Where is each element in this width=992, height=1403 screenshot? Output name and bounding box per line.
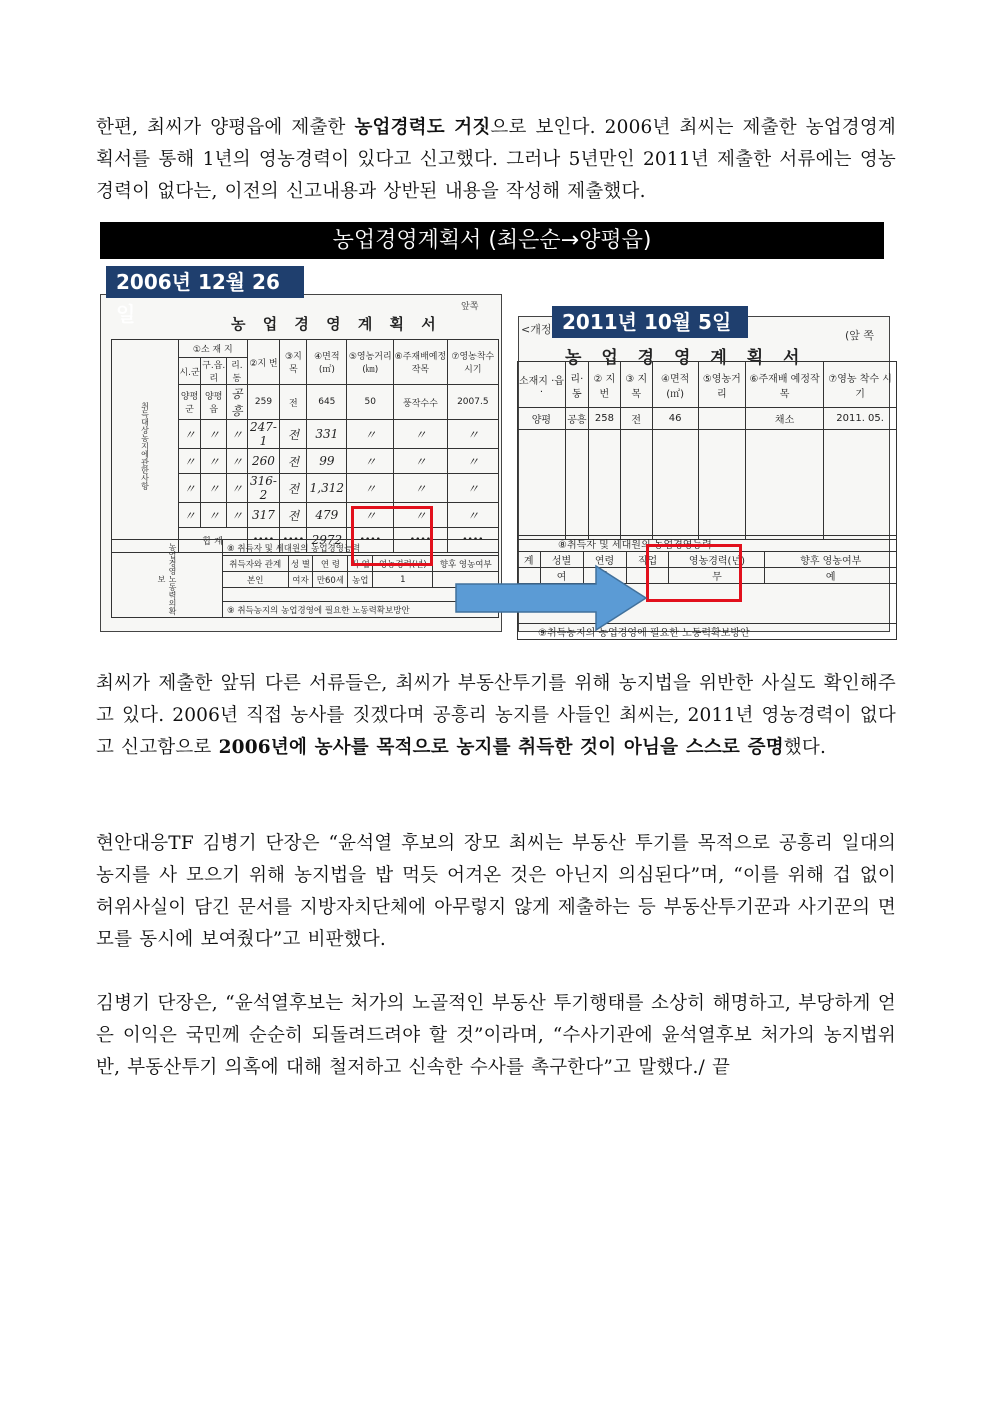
cell: 1,312 — [307, 474, 347, 503]
cell — [698, 430, 745, 540]
cell: 〃 — [394, 474, 447, 503]
experience-value: 무 — [669, 568, 765, 584]
header-cell: ⑥주재배 예정작목 — [745, 362, 823, 408]
cell: 본인 — [223, 572, 289, 588]
subheader-town: 구.읍.리 — [201, 358, 227, 385]
labor-header: 향후 영농여부 — [765, 552, 897, 568]
cell: 〃 — [227, 449, 247, 474]
cell: 〃 — [179, 503, 201, 528]
cell: 645 — [307, 385, 347, 420]
header-crop: ⑥주재배예정작목 — [394, 340, 447, 385]
paragraph-3: 현안대응TF 김병기 단장은 “윤석열 후보의 장모 최씨는 부동산 투기를 목적으로 공흥리 일대의 농지를 사 모으기 위해 농지법을 밥 먹듯 어겨온 것은 아닌지 의심된다”며, “이를 위해 겁 없이 허위사실이 담긴 문서를 지방자치단체에 아무렇지 않게 제출하는 등 부동산투기꾼과 사기꾼의 면모를 동시에 보여줬다”고 비판했다. — [96, 833, 896, 950]
labor-header: 성 별 — [288, 556, 313, 572]
cell: 50 — [347, 385, 394, 420]
header-location: ①소 재 지 — [179, 340, 248, 358]
cell: 전 — [280, 420, 307, 449]
paragraph-4: 김병기 단장은, “윤석열후보는 처가의 노골적인 부동산 투기행태를 소상히 해명하고, 부당하게 얻은 이익은 국민께 순순히 되돌려드려야 할 것”이라며, “수사기관에 윤석열후보 처가의 농지법위반, 부동산투기 의혹에 대해 철저하고 신속한 수사를 촉구한다”고 말했다./ 끝 — [96, 993, 896, 1078]
cell: 〃 — [347, 449, 394, 474]
header-cell: ② 지번 — [588, 362, 620, 408]
form-title: 농 업 경 영 계 획 서 — [231, 315, 442, 333]
cell: 247-1 — [247, 420, 280, 449]
paragraph-1-bold: 농업경력도 거짓 — [354, 117, 491, 138]
form-title: 농 업 경 영 계 획 서 — [565, 348, 807, 368]
cell: 〃 — [201, 449, 227, 474]
cell: 〃 — [201, 474, 227, 503]
paragraph-1-text-c: 으로 보인다. 2006년 최씨는 제출한 농업경영계획서를 통해 1년의 영농경력이 있다고 신고했다. 그러나 5년만인 2011년 제출한 서류에는 영농경력이 없다는, 이전의 신고내용과 상반된 내용을 작성해 제출했다. — [96, 117, 897, 202]
header-cell: 소재지 ·읍· — [518, 362, 566, 408]
labor-header: 직업 — [626, 552, 669, 568]
cell: 〃 — [447, 474, 498, 503]
cell — [620, 430, 652, 540]
cell: •••• — [347, 528, 394, 553]
labor-header: 취득자와 관계 — [223, 556, 289, 572]
labor-header-experience: 영농경력(년) — [373, 556, 433, 572]
cell: 예 — [765, 568, 897, 584]
labor-header: 연 령 — [313, 556, 348, 572]
paragraph-1 — [96, 112, 896, 208]
cell: 〃 — [347, 503, 394, 528]
cell: 〃 — [447, 449, 498, 474]
cell: 〃 — [179, 449, 201, 474]
header-area: ④면적(㎡) — [307, 340, 347, 385]
cell — [652, 430, 698, 540]
cell: 258 — [588, 408, 620, 430]
paragraph-2-text-c: 했다. — [783, 737, 827, 758]
cell: 공흥 — [227, 385, 247, 420]
total-label: 합 계 — [179, 528, 248, 553]
cell: 259 — [247, 385, 280, 420]
cell: 전 — [280, 503, 307, 528]
cell: 전 — [280, 474, 307, 503]
cell — [698, 408, 745, 430]
labor-table — [111, 539, 499, 618]
header-distance: ⑤영농거리(㎞) — [347, 340, 394, 385]
header-cell: ⑤영농거리 — [698, 362, 745, 408]
cell: 풍작수수 — [394, 385, 447, 420]
corner-label: (앞 쪽 — [845, 329, 875, 342]
cell: 〃 — [347, 420, 394, 449]
cell: •••• — [447, 528, 498, 553]
side-label-2: 농업경영노동력의확보 — [112, 540, 223, 618]
cell: 46 — [652, 408, 698, 430]
right-arrow-icon — [456, 566, 646, 630]
highlight-box-2006 — [351, 506, 433, 566]
cell: 〃 — [227, 503, 247, 528]
cell: 〃 — [394, 420, 447, 449]
header-cell: ③ 지목 — [620, 362, 652, 408]
cell: 양평읍 — [201, 385, 227, 420]
prefix-label: <개정 — [521, 323, 552, 336]
labor-header: 성별 — [540, 552, 583, 568]
cell: 〃 — [394, 449, 447, 474]
labor-header: 직 업 — [348, 556, 373, 572]
cell: 채소 — [745, 408, 823, 430]
section-8: ⑧ 취득자 및 세대원의 농업경영능력 — [223, 540, 499, 556]
paragraph-1-text-a: 한편, 최씨가 양평읍에 제출한 — [96, 117, 355, 138]
header-cell: 리·동 — [565, 362, 588, 408]
header-cell: ⑦영농 착수 시기 — [824, 362, 897, 408]
cell: •••• — [280, 528, 307, 553]
corner-label: 앞쪽 — [461, 302, 479, 312]
paragraph-2-bold: 2006년에 농사를 목적으로 농지를 취득한 것이 아님을 스스로 증명 — [218, 737, 784, 758]
cell: 공흥 — [565, 408, 588, 430]
labor-header: 계 — [518, 552, 541, 568]
header-start: ⑦영농착수시기 — [447, 340, 498, 385]
farmland-table — [517, 361, 897, 540]
cell: 여자 — [288, 572, 313, 588]
cell: •••• — [394, 528, 447, 553]
header-cell: ④면적(㎡) — [652, 362, 698, 408]
cell — [824, 430, 897, 540]
cell: 2007.5 — [447, 385, 498, 420]
cell: 여 — [540, 568, 583, 584]
header-lot: ②지 번 — [247, 340, 280, 385]
date-label-2011: 2011년 10월 5일 — [552, 306, 748, 338]
cell: 〃 — [179, 420, 201, 449]
labor-header-experience: 영농경력(년) — [669, 552, 765, 568]
cell: 양평군 — [179, 385, 201, 420]
cell — [745, 430, 823, 540]
cell: 농업 — [348, 572, 373, 588]
cell: 317 — [247, 503, 280, 528]
table-row — [518, 408, 897, 430]
cell — [588, 430, 620, 540]
cell — [518, 430, 566, 540]
cell: 331 — [307, 420, 347, 449]
farmland-table — [111, 339, 499, 553]
cell: 316-2 — [247, 474, 280, 503]
cell: 〃 — [347, 474, 394, 503]
cell: 〃 — [201, 420, 227, 449]
date-label-2006: 2006년 12월 26일 — [106, 266, 304, 298]
cell: 전 — [280, 385, 307, 420]
cell: 전 — [280, 449, 307, 474]
cell: 2972 — [307, 528, 347, 553]
cell: 〃 — [394, 503, 447, 528]
cell: 전 — [620, 408, 652, 430]
subheader-county: 시.군 — [179, 358, 201, 385]
figure — [96, 222, 896, 639]
cell: 260 — [247, 449, 280, 474]
cell — [565, 430, 588, 540]
header-category: ③지 목 — [280, 340, 307, 385]
experience-value: 1 — [373, 572, 433, 588]
cell: 99 — [307, 449, 347, 474]
section-8: ⑧취득자 및 세대원의 농업경영능력 — [518, 536, 897, 552]
cell: 〃 — [447, 503, 498, 528]
cell: 〃 — [179, 474, 201, 503]
form-scan-2006 — [100, 294, 502, 632]
subheader-village: 리.동 — [227, 358, 247, 385]
cell: 양평 — [518, 408, 566, 430]
figure-title: 농업경영계획서 (최은순→양평읍) — [100, 222, 884, 259]
cell: 만60세 — [313, 572, 348, 588]
highlight-box-2011 — [646, 544, 742, 602]
paragraph-2-text-a: 최씨가 제출한 앞뒤 다른 서류들은, 최씨가 부동산투기를 위해 농지법을 위반한 사실도 확인해주고 있다. 2006년 직접 농사를 짓겠다며 공흥리 농지를 사들인 최씨는, 2011년 영농경력이 없다고 신고함으로 — [96, 673, 896, 758]
section-9: ⑨ 취득농지의 농업경영에 필요한 노동력확보방안 — [223, 602, 499, 618]
section-9: ⑨취득농지의 농업경영에 필요한 노동력확보방안 — [518, 624, 897, 640]
empty-row — [518, 430, 897, 540]
cell: •••• — [247, 528, 280, 553]
cell: 〃 — [201, 503, 227, 528]
labor-header: 향후 영농여부 — [433, 556, 499, 572]
side-label: 취득대상농지에관한사항 — [112, 340, 179, 553]
cell: 〃 — [227, 420, 247, 449]
cell: 〃 — [227, 474, 247, 503]
cell: 479 — [307, 503, 347, 528]
labor-header: 연령 — [583, 552, 626, 568]
cell: 2011. 05. — [824, 408, 897, 430]
cell: 〃 — [447, 420, 498, 449]
paragraph-2 — [96, 668, 896, 764]
